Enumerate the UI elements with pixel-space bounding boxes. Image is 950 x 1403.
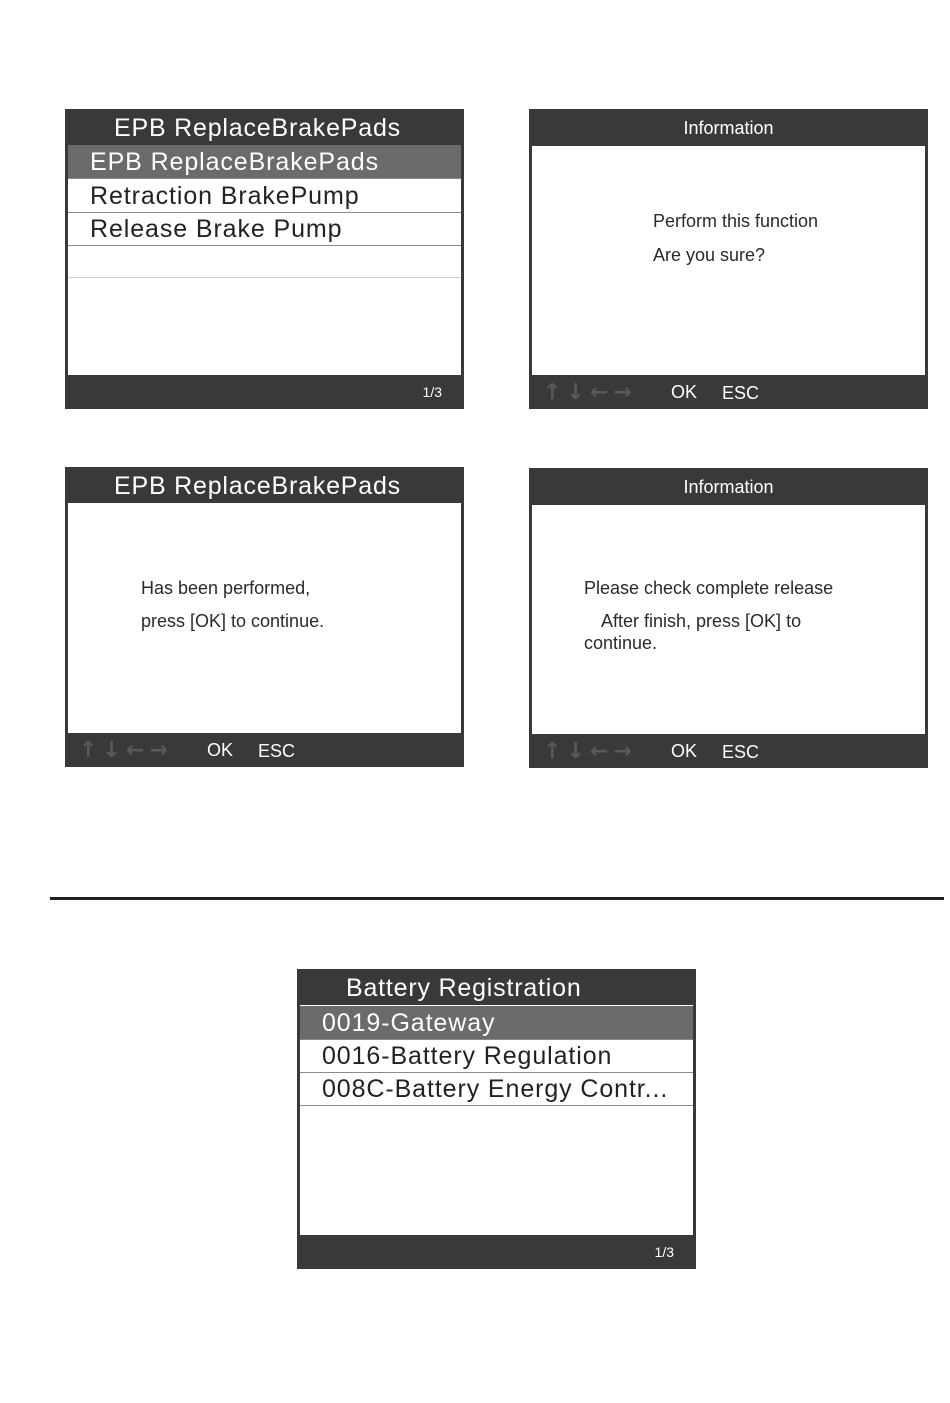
section-divider (50, 897, 944, 900)
screen-footer (529, 375, 928, 409)
esc-button[interactable]: ESC (722, 383, 760, 403)
menu-item-battery-energy-control[interactable]: 008C-Battery Energy Contr... (300, 1072, 693, 1106)
screen-title: EPB ReplaceBrakePads (65, 109, 464, 145)
empty-menu-row (68, 245, 461, 278)
information-release-screen (529, 468, 928, 768)
performed-screen (65, 467, 464, 767)
esc-button[interactable]: ESC (258, 741, 296, 761)
ok-button[interactable]: OK (671, 382, 698, 402)
information-confirm-screen (529, 109, 928, 409)
menu-item-release-brake-pump[interactable]: Release Brake Pump (68, 212, 461, 246)
menu-item-retraction-brake-pump[interactable]: Retraction BrakePump (68, 179, 461, 213)
screen-title: EPB ReplaceBrakePads (65, 467, 464, 503)
message-line-2: After finish, press [OK] to (601, 611, 802, 631)
battery-registration-screen (297, 969, 696, 1269)
menu-item-epb-replace-brake-pads[interactable]: EPB ReplaceBrakePads (68, 145, 461, 179)
menu-item-gateway[interactable]: 0019-Gateway (300, 1006, 693, 1040)
arrow-keys-icon: ↑↓←→ (543, 739, 637, 764)
screen-footer (65, 733, 464, 767)
arrow-keys-icon: ↑↓←→ (79, 738, 173, 763)
message-line-2: press [OK] to continue. (141, 611, 325, 631)
epb-menu-screen (65, 109, 464, 409)
message-line-1: Perform this function (653, 211, 819, 231)
message-line-2: Are you sure? (653, 245, 766, 265)
message-line-1: Please check complete release (584, 578, 834, 598)
message-line-3: continue. (584, 633, 658, 653)
page-indicator: 1/3 (422, 384, 442, 400)
screen-title: Battery Registration (297, 969, 696, 1005)
arrow-keys-icon: ↑↓←→ (543, 380, 637, 405)
screen-footer (529, 734, 928, 768)
screen-title: Information (529, 109, 928, 146)
ok-button[interactable]: OK (671, 741, 698, 761)
page-indicator: 1/3 (654, 1244, 674, 1260)
ok-button[interactable]: OK (207, 740, 234, 760)
message-line-1: Has been performed, (141, 578, 311, 598)
esc-button[interactable]: ESC (722, 742, 760, 762)
screen-title: Information (529, 468, 928, 505)
screen-footer (297, 1235, 696, 1269)
menu-item-battery-regulation[interactable]: 0016-Battery Regulation (300, 1039, 693, 1073)
screen-footer (65, 375, 464, 409)
